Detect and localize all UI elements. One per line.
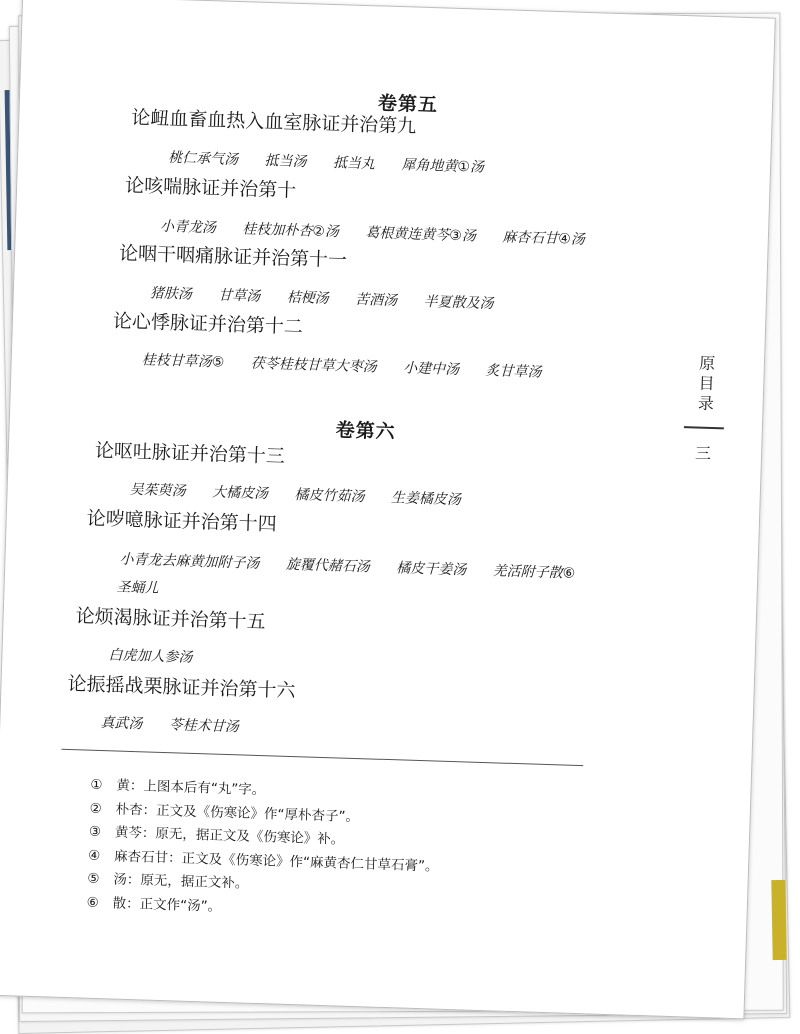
footnote-mark: ② xyxy=(89,800,103,817)
formula-item: 大橘皮汤 xyxy=(211,484,269,503)
formula-item: 小青龙去麻黄加附子汤 xyxy=(119,551,260,572)
formula-item: 猪肤汤 xyxy=(149,285,193,303)
chapter-title: 论咽干咽痛脉证并治第十一 xyxy=(118,242,348,272)
formula-item: 小青龙汤 xyxy=(159,218,217,237)
chapter-title: 论呕吐脉证并治第十三 xyxy=(94,439,286,468)
formula-item: 犀角地黄①汤 xyxy=(401,157,485,176)
footnote-text: 黄：上图本后有“丸”字。 xyxy=(116,777,266,799)
formula-item: 旋覆代赭石汤 xyxy=(285,556,371,576)
footnote-mark: ④ xyxy=(87,847,101,864)
formula-item: 抵当丸 xyxy=(332,155,376,173)
formula-list xyxy=(108,644,215,667)
formula-item: 橘皮竹茹汤 xyxy=(294,486,365,506)
chapter-title: 论衄血畜血热入血室脉证并治第九 xyxy=(131,106,417,138)
volume-title: 卷第六 xyxy=(335,419,396,444)
chapter-title: 论烦渴脉证并治第十五 xyxy=(75,605,266,634)
formula-item: 橘皮干姜汤 xyxy=(395,560,467,579)
formula-item: 抵当汤 xyxy=(264,152,307,171)
formula-item: 茯苓桂枝甘草大枣汤 xyxy=(250,355,377,376)
formula-item: 桃仁承气汤 xyxy=(167,149,239,169)
formula-list xyxy=(129,479,483,510)
formula-item: 真武汤 xyxy=(100,714,143,733)
page-number: 三 xyxy=(694,443,712,464)
formula-item: 葛根黄连黄芩③汤 xyxy=(365,225,477,245)
footnotes xyxy=(86,774,441,926)
footnote-text: 汤：原无，据正文补。 xyxy=(113,871,249,892)
formula-item: 桂枝加朴杏②汤 xyxy=(242,221,340,241)
footnote-mark: ① xyxy=(90,776,103,794)
formula-list xyxy=(100,712,261,737)
book-edge-yellow xyxy=(771,880,786,960)
formula-item: 苦酒汤 xyxy=(354,291,398,310)
footnote-mark: ⑤ xyxy=(87,870,100,888)
footnote-divider xyxy=(61,749,583,766)
section-label: 原目录 xyxy=(695,354,716,416)
footnote-text: 朴杏：正文及《伤寒论》作“厚朴杏子”。 xyxy=(115,800,360,825)
formula-item: 羌活附子散⑥ xyxy=(492,563,576,582)
formula-item: 苓桂术甘汤 xyxy=(168,717,239,736)
formula-list xyxy=(119,548,597,583)
volume-title: 卷第五 xyxy=(377,92,439,117)
header-divider xyxy=(684,426,724,429)
formula-item: 麻杏石甘④汤 xyxy=(502,229,586,248)
formula-item: 桔梗汤 xyxy=(286,289,329,307)
formula-item: 半夏散及汤 xyxy=(423,293,494,313)
chapter-title: 论振摇战栗脉证并治第十六 xyxy=(67,672,296,703)
formula-item: 甘草汤 xyxy=(218,287,261,305)
formula-item: 圣蛹儿 xyxy=(116,579,159,597)
formula-list xyxy=(141,349,563,382)
formula-item: 桂枝甘草汤⑤ xyxy=(141,352,225,371)
formula-item: 生姜橘皮汤 xyxy=(390,489,462,509)
chapter-title: 论咳喘脉证并治第十 xyxy=(124,174,297,202)
formula-item: 小建中汤 xyxy=(402,360,460,379)
footnote-text: 麻杏石甘：正文及《伤寒论》作“麻黄杏仁甘草石膏”。 xyxy=(113,847,439,875)
formula-list-continued xyxy=(116,576,181,598)
chapter-title: 论心悸脉证并治第十二 xyxy=(112,310,304,339)
formula-item: 吴茱萸汤 xyxy=(129,481,186,500)
footnote-mark: ③ xyxy=(88,823,102,841)
footnote-text: 散：正文作“汤”。 xyxy=(112,894,222,915)
formula-item: 白虎加人参汤 xyxy=(108,647,193,666)
running-header xyxy=(681,354,728,464)
formula-item: 炙甘草汤 xyxy=(485,362,542,381)
chapter-title: 论哕噫脉证并治第十四 xyxy=(86,507,278,536)
footnote-text: 黄芩：原无，据正文及《伤寒论》补。 xyxy=(114,824,345,848)
footnote-mark: ⑥ xyxy=(86,894,100,911)
